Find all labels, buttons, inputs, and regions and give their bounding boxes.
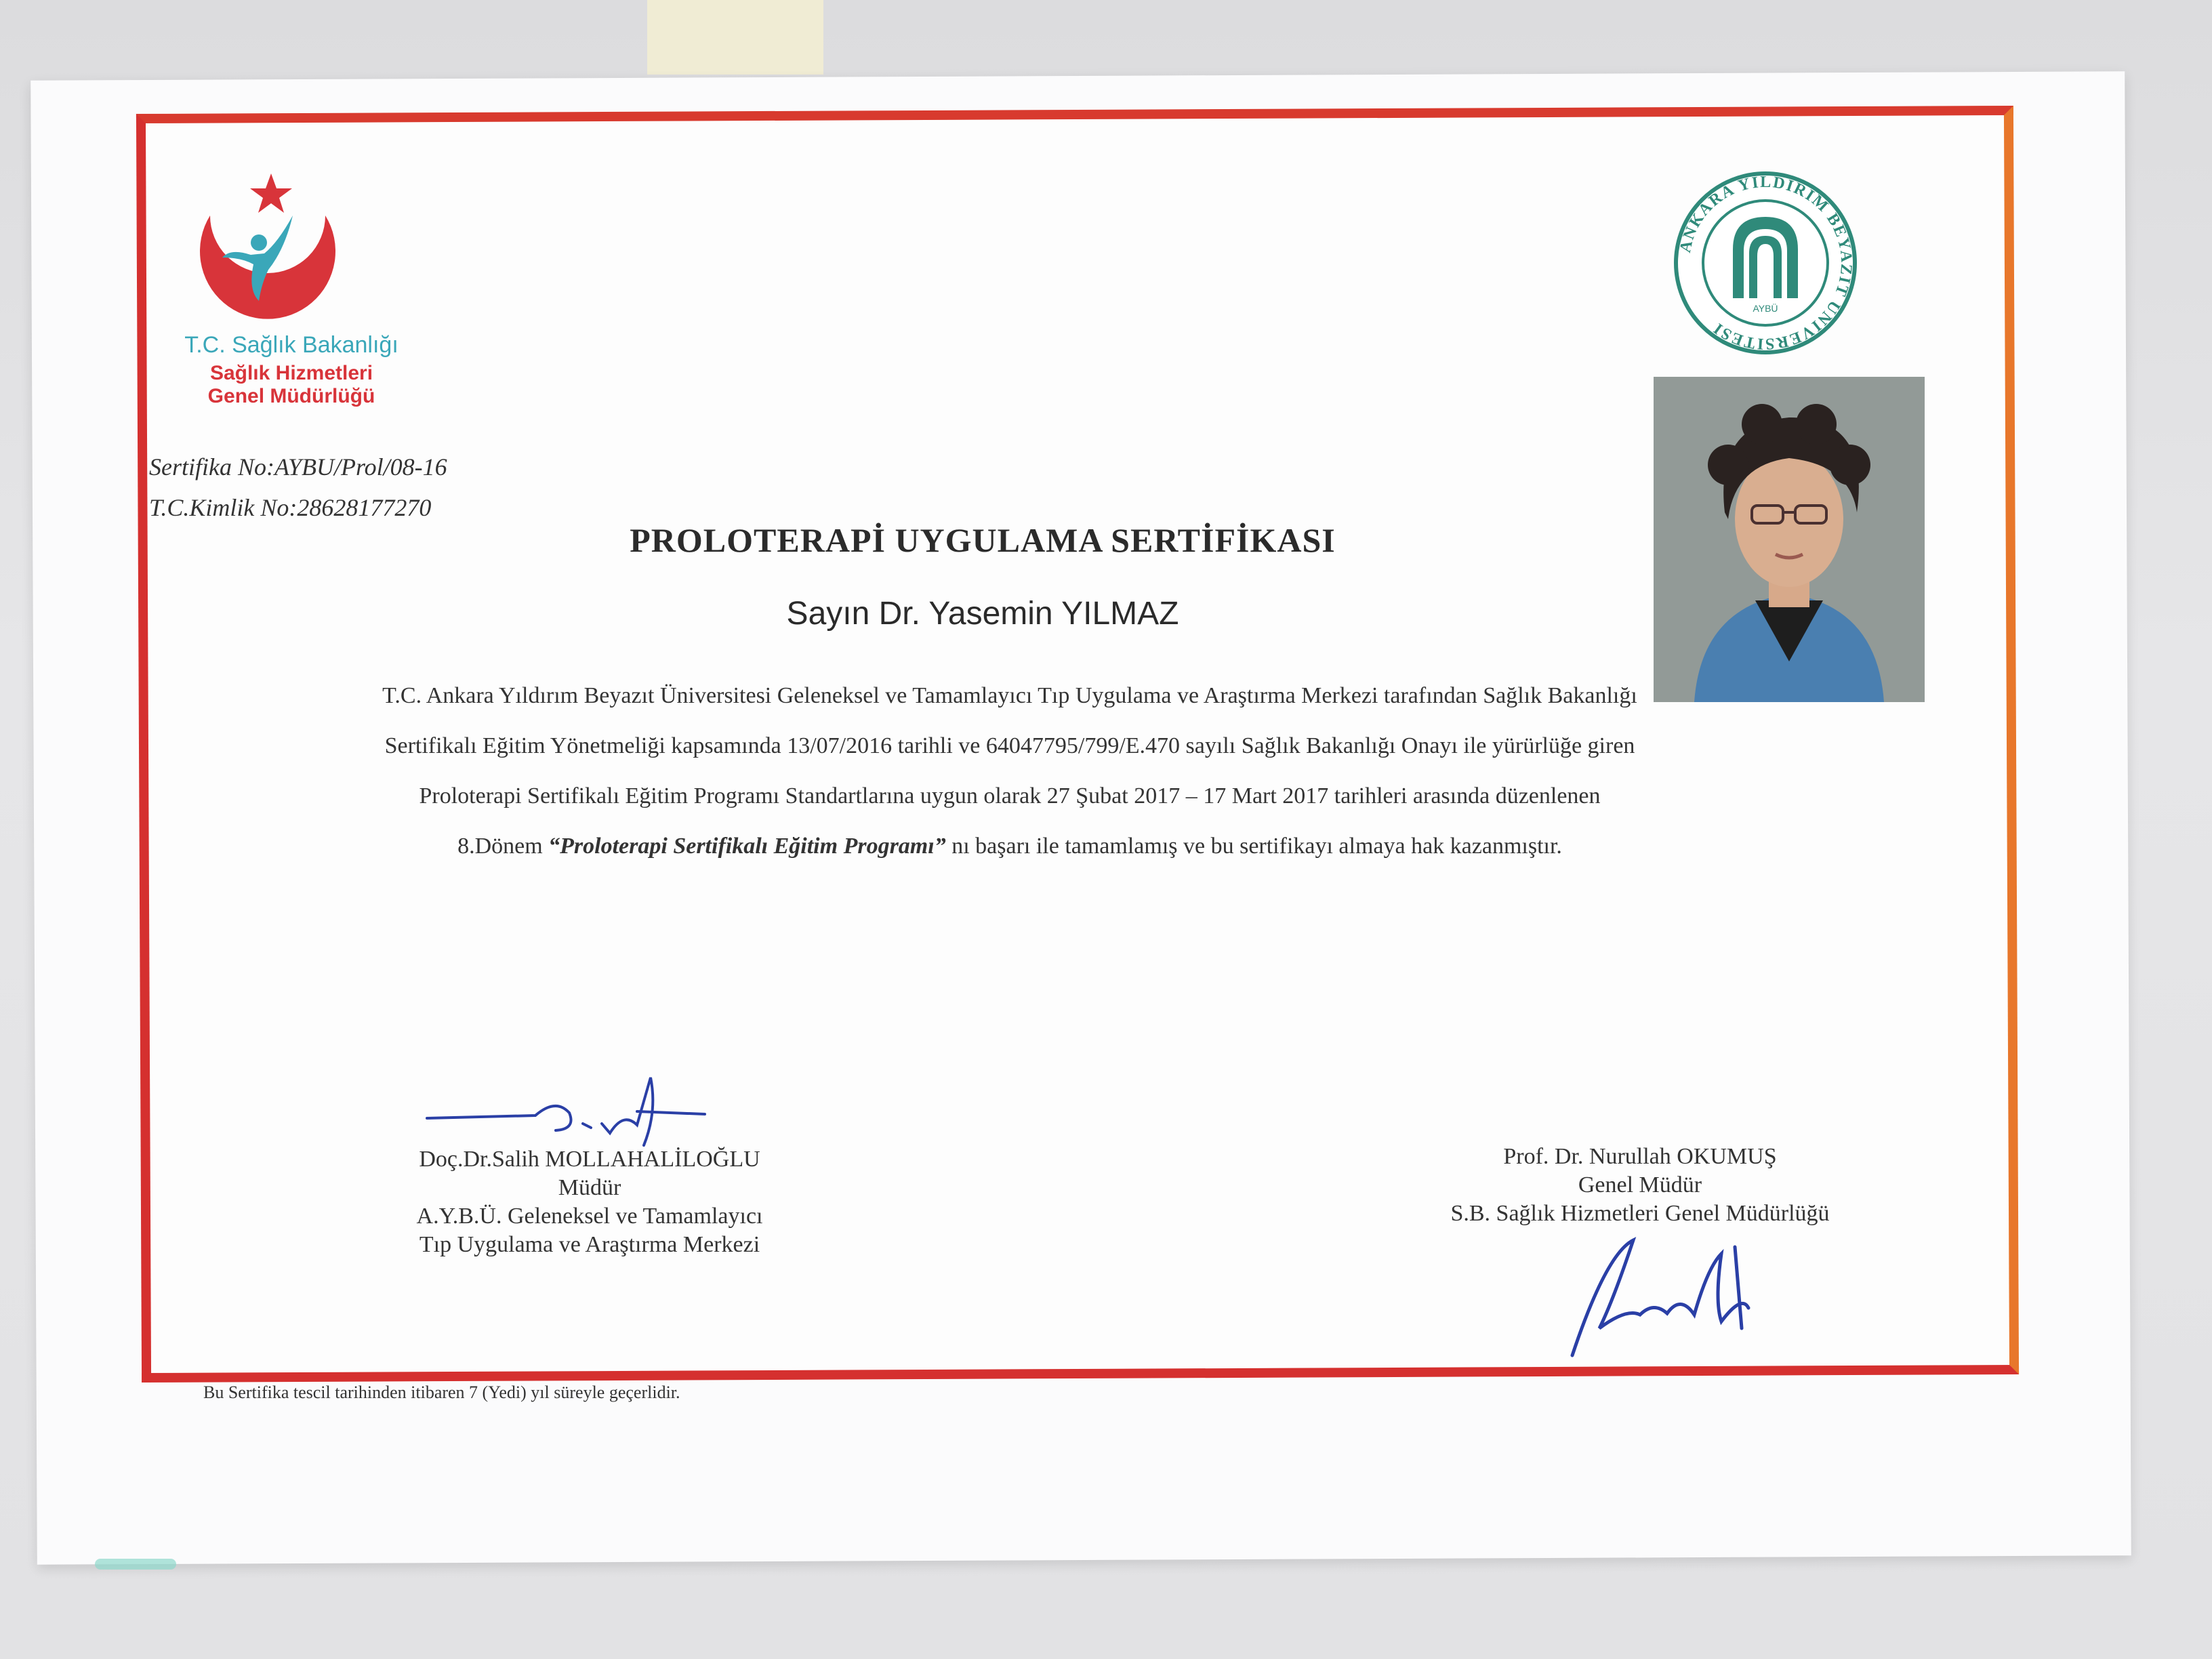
recipient-photo	[1654, 377, 1925, 702]
right-signatory-name: Prof. Dr. Nurullah OKUMUŞ	[1503, 1144, 1777, 1169]
recipient-name: Sayın Dr. Yasemin YILMAZ	[786, 596, 1179, 632]
certificate-number: Sertifika No:AYBU/Prol/08-16	[149, 453, 447, 480]
right-signatory-org: S.B. Sağlık Hizmetleri Genel Müdürlüğü	[1450, 1201, 1830, 1226]
tape-strip	[647, 0, 823, 75]
body-line-4-end: nı başarı ile tamamlamış ve bu sertifikayı almaya hak kazanmıştır.	[945, 834, 1562, 859]
body-line-2: Sertifikalı Eğitim Yönetmeliği kapsamında 13/07/2016 tarihli ve 64047795/799/E.470 sayılı Sağlık Bakanlığı Onayı ile yürürlüğe giren	[384, 733, 1635, 758]
seal-ring-text: ANKARA YILDIRIM BEYAZIT ÜNİVERSİTESİ	[1676, 173, 1856, 353]
program-name: “Proloterapi Sertifikalı Eğitim Programı”	[548, 834, 946, 859]
validity-note: Bu Sertifika tescil tarihinden itibaren 7 (Yedi) yıl süreyle geçerlidir.	[203, 1382, 680, 1402]
seal-abbr: AYBÜ	[1753, 303, 1778, 314]
tc-kimlik-number: T.C.Kimlik No:28628177270	[149, 494, 432, 521]
teal-smudge	[95, 1559, 176, 1570]
ministry-department	[169, 362, 413, 408]
left-signatory-org-line2: Tıp Uygulama ve Araştırma Merkezi	[419, 1232, 760, 1257]
right-signatory-role: Genel Müdür	[1578, 1172, 1702, 1197]
certificate-title: PROLOTERAPİ UYGULAMA SERTİFİKASI	[630, 521, 1336, 559]
body-line-3: Proloterapi Sertifikalı Eğitim Programı Standartlarına uygun olarak 27 Şubat 2017 – 17 Mart 2017 tarihleri arasında düzenlenen	[419, 783, 1601, 808]
right-signature-icon	[1565, 1227, 1796, 1362]
ministry-department-line1: Sağlık Hizmetleri	[209, 362, 373, 384]
ministry-logo-icon	[183, 168, 359, 331]
body-line-4-start: 8.Dönem	[457, 834, 549, 859]
right-signatory	[1403, 1143, 1877, 1228]
left-signatory-org-line1: A.Y.B.Ü. Geleneksel ve Tamamlayıcı	[416, 1204, 763, 1229]
university-seal-icon	[1671, 168, 1860, 358]
left-signatory-name: Doç.Dr.Salih MOLLAHALİLOĞLU	[419, 1147, 760, 1172]
certificate-body	[224, 671, 1796, 872]
left-signatory-role: Müdür	[558, 1175, 621, 1200]
body-line-1: T.C. Ankara Yıldırım Beyazıt Üniversitesi Geleneksel ve Tamamlayıcı Tıp Uygulama ve Araştırma Merkezi tarafından Sağlık Bakanlığı	[382, 683, 1637, 708]
body-line-4	[224, 821, 1796, 872]
ministry-name: T.C. Sağlık Bakanlığı	[184, 332, 398, 358]
ministry-department-line2: Genel Müdürlüğü	[207, 385, 375, 407]
left-signatory	[352, 1145, 827, 1259]
